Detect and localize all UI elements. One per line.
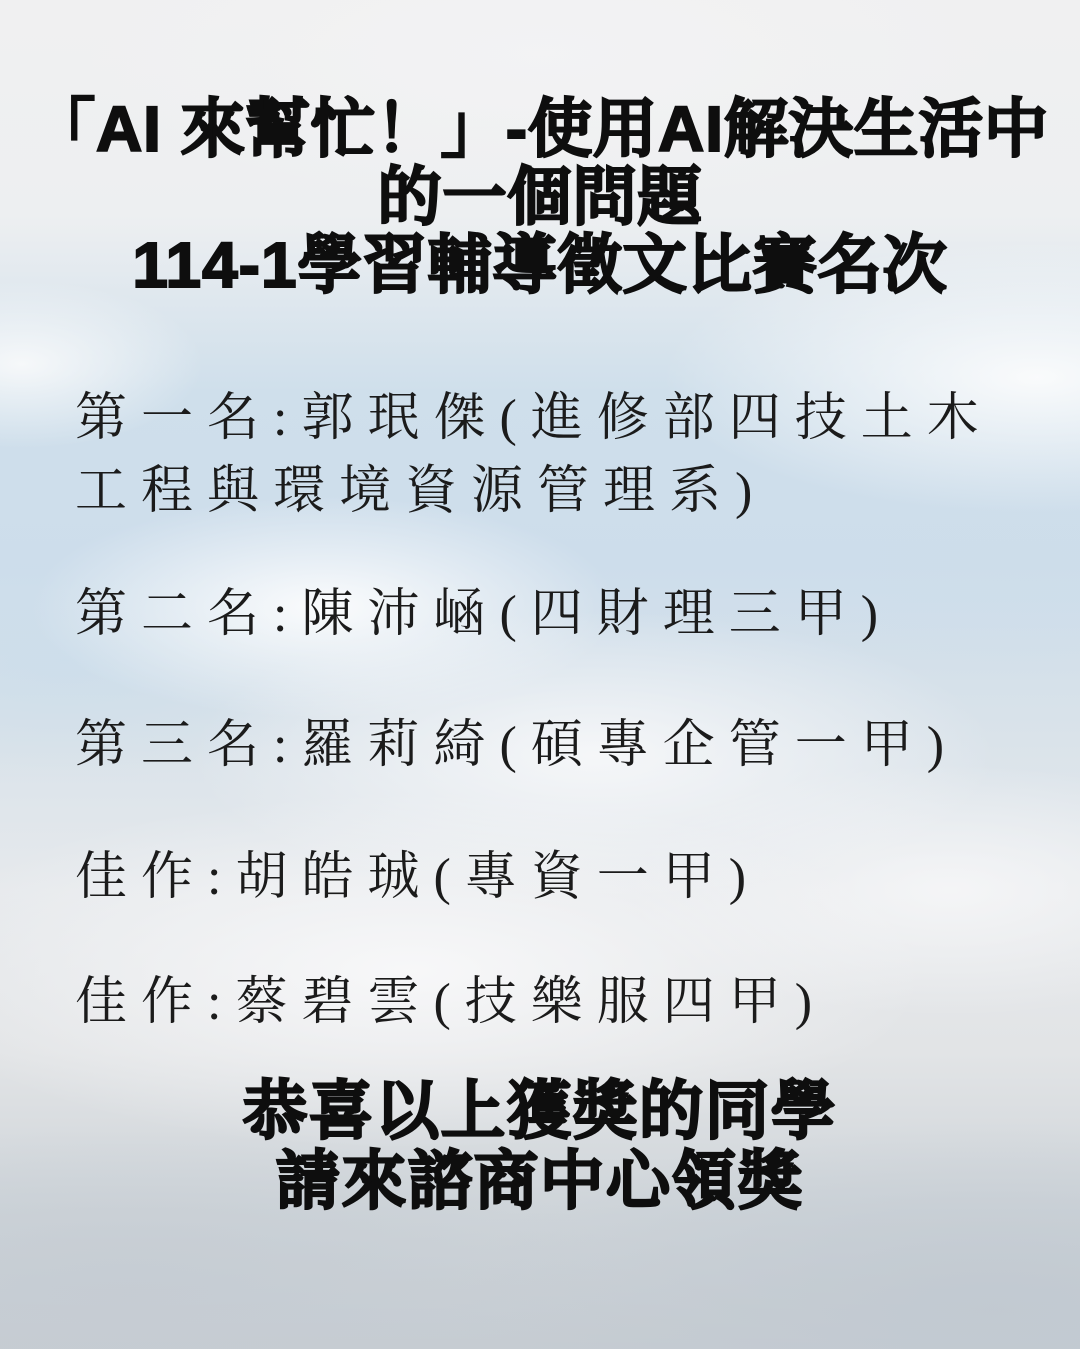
title-line-3: 114-1學習輔導徵文比賽名次 xyxy=(132,229,948,301)
winner-entry-first-place xyxy=(75,382,1015,528)
winner-line: 第二名:陳沛崡(四財理三甲) xyxy=(75,586,893,643)
winner-line: 佳作:胡皓珹(專資一甲) xyxy=(75,849,761,906)
winner-entry-third-place xyxy=(75,709,1015,782)
footer-line-1: 恭喜以上獲獎的同學 xyxy=(243,1075,837,1147)
winner-line: 第一名:郭珉傑(進修部四技土木 xyxy=(75,390,993,447)
title-line-1: 「AI 來幫忙！」-使用AI解決生活中 xyxy=(30,93,1050,165)
poster-title xyxy=(0,95,1080,299)
winner-entry-honorable-mention-1 xyxy=(75,841,1015,914)
winner-line: 第三名:羅莉綺(碩專企管一甲) xyxy=(75,717,959,774)
poster-footer xyxy=(0,1076,1080,1216)
title-line-2: 的一個問題 xyxy=(377,161,703,233)
winner-entry-honorable-mention-2 xyxy=(75,966,1015,1039)
winner-entry-second-place xyxy=(75,578,1015,651)
winner-line: 工程與環境資源管理系) xyxy=(75,463,767,520)
footer-line-2: 請來諮商中心領獎 xyxy=(276,1145,804,1217)
winner-line: 佳作:蔡碧雲(技樂服四甲) xyxy=(75,974,827,1031)
